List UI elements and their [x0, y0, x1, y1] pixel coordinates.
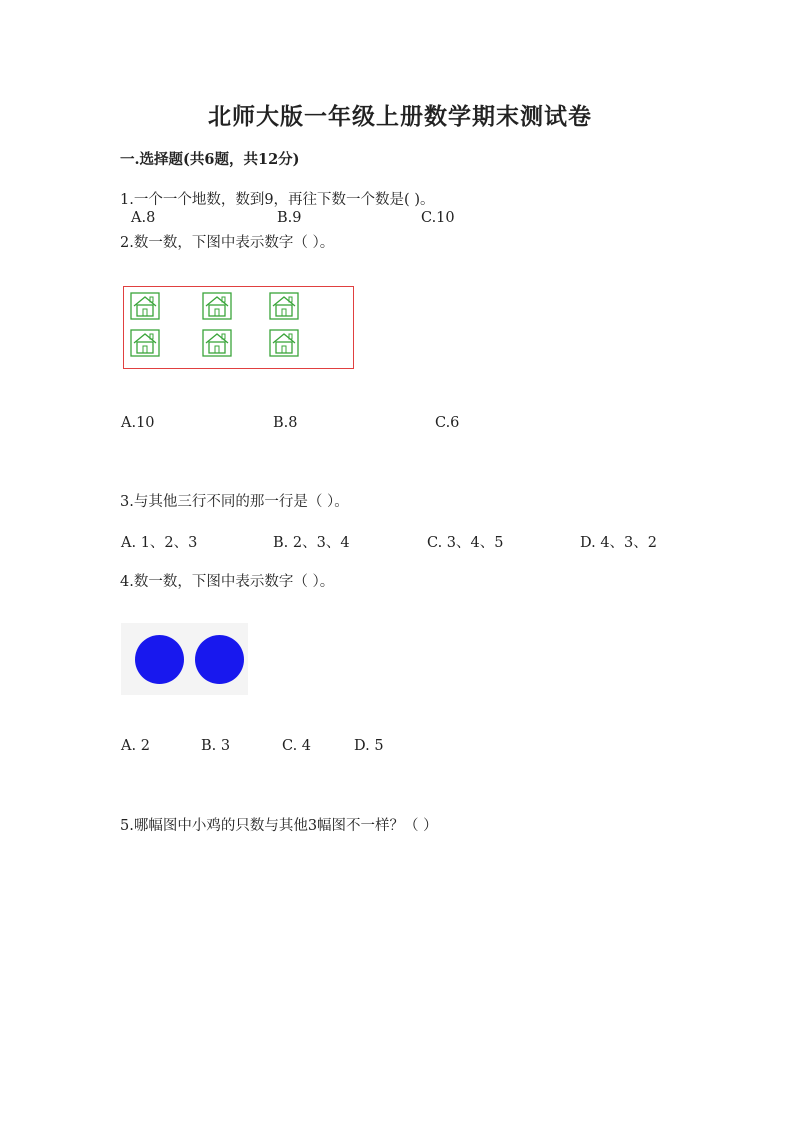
house-icon: [269, 329, 299, 357]
q3-option-d: D. 4、3、2: [580, 535, 658, 551]
question-3: 3.与其他三行不同的那一行是（ ）。: [120, 494, 349, 510]
question-4: 4.数一数，下图中表示数字（ ）。: [120, 574, 335, 590]
question-1: 1.一个一个地数，数到9，再往下数一个数是( )。: [120, 192, 435, 208]
q2-option-a: A.10: [121, 415, 155, 431]
q3-option-a: A. 1、2、3: [121, 535, 198, 551]
house-icon: [202, 292, 232, 320]
q2-option-b: B.8: [273, 415, 298, 431]
house-icon: [269, 292, 299, 320]
question-2: 2.数一数，下图中表示数字（ ）。: [120, 235, 335, 251]
q4-option-d: D. 5: [354, 738, 384, 754]
q4-option-c: C. 4: [282, 738, 312, 754]
q3-option-c: C. 3、4、5: [427, 535, 504, 551]
q2-option-c: C.6: [435, 415, 460, 431]
question-5: 5.哪幅图中小鸡的只数与其他3幅图不一样？（ ）: [120, 818, 438, 834]
section-heading: 一.选择题(共6题，共12分): [120, 151, 300, 168]
page-title: 北师大版一年级上册数学期末测试卷: [208, 103, 592, 130]
circle-figure: [121, 623, 248, 695]
circle-icon: [195, 635, 244, 684]
q3-option-b: B. 2、3、4: [273, 535, 350, 551]
q1-option-b: B.9: [277, 210, 302, 226]
house-icon: [130, 329, 160, 357]
house-icon: [202, 329, 232, 357]
house-figure: [123, 286, 354, 369]
q4-option-a: A. 2: [121, 738, 150, 754]
q1-option-c: C.10: [421, 210, 455, 226]
q1-option-a: A.8: [131, 210, 156, 226]
house-icon: [130, 292, 160, 320]
circle-icon: [135, 635, 184, 684]
q4-option-b: B. 3: [201, 738, 231, 754]
